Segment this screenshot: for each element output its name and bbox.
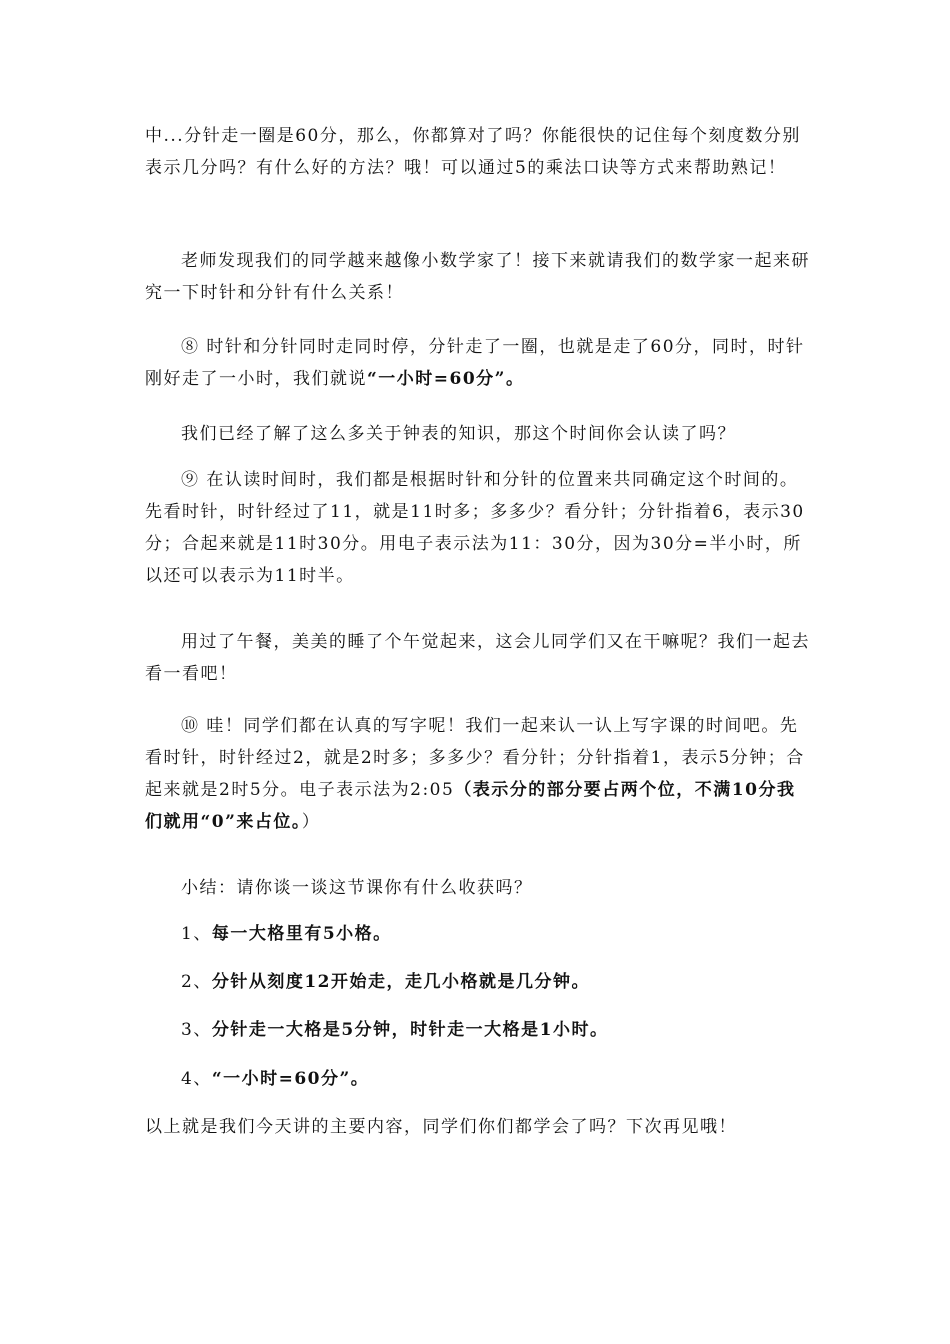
paragraph-text: 老师发现我们的同学越来越像小数学家了！接下来就请我们的数学家一起来研究一下时针和分针有什么关系！ bbox=[145, 251, 810, 303]
paragraph-text: ） bbox=[301, 812, 321, 832]
paragraph-teacher bbox=[145, 245, 810, 309]
paragraph-summary bbox=[145, 872, 810, 904]
paragraph-text: ⑨ 在认读时间时，我们都是根据时针和分针的位置来共同确定这个时间的。先看时针，时针经过了11，就是11时多；多多少？看分针；分针指着6，表示30分；合起来就是11时30分。用电子表示法为11：30分，因为30分=半小时，所以还可以表示为11时半。 bbox=[145, 470, 805, 586]
item-text: 分针走一大格是5分钟，时针走一大格是1小时。 bbox=[211, 1020, 609, 1040]
paragraph-text: ⑩ 哇！同学们都在认真的写字呢！我们一起来认一认上写字课的时间吧。先看时针，时针经过2，就是2时多；多多少？看分针；分针指着1，表示5分钟；合起来就是2时5分。电子表示法为2:05 bbox=[145, 716, 805, 800]
paragraph-text: ⑧ 时针和分针同时走同时停，分针走了一圈，也就是走了60分，同时，时针刚好走了一小时，我们就说 bbox=[145, 337, 805, 389]
paragraph-lunch bbox=[145, 626, 810, 690]
bold-conclusion: “一小时=60分”。 bbox=[367, 369, 525, 389]
item-number: 1、 bbox=[181, 924, 212, 944]
paragraph-question bbox=[145, 418, 810, 450]
paragraph-text: 以上就是我们今天讲的主要内容，同学们你们都学会了吗？下次再见哦！ bbox=[145, 1117, 737, 1137]
summary-item bbox=[181, 966, 590, 998]
item-number: 2、 bbox=[181, 972, 212, 992]
paragraph-intro bbox=[145, 120, 810, 184]
item-text: 分针从刻度12开始走，走几小格就是几分钟。 bbox=[211, 972, 590, 992]
item-text: 每一大格里有5小格。 bbox=[211, 924, 392, 944]
item-text: “一小时=60分”。 bbox=[211, 1069, 370, 1089]
item-number: 4、 bbox=[181, 1069, 212, 1089]
summary-item bbox=[181, 918, 392, 950]
paragraph-text: 中...分针走一圈是60分，那么，你都算对了吗？你能很快的记住每个刻度数分别表示几分吗？有什么好的方法？哦！可以通过5的乘法口诀等方式来帮助熟记！ bbox=[145, 126, 801, 178]
paragraph-step-9 bbox=[145, 464, 810, 592]
paragraph-closing bbox=[145, 1111, 810, 1143]
summary-heading: 小结：请你谈一谈这节课你有什么收获吗？ bbox=[181, 878, 533, 898]
summary-item bbox=[181, 1014, 609, 1046]
bold-note: （表示分的部分要占两个位，不满10分我们就用“0”来占位。 bbox=[145, 780, 796, 832]
item-number: 3、 bbox=[181, 1020, 212, 1040]
paragraph-step-8 bbox=[145, 331, 810, 395]
summary-item bbox=[181, 1063, 369, 1095]
paragraph-step-10 bbox=[145, 710, 810, 838]
paragraph-text: 用过了午餐，美美的睡了个午觉起来，这会儿同学们又在干嘛呢？我们一起去看一看吧！ bbox=[145, 632, 810, 684]
paragraph-text: 我们已经了解了这么多关于钟表的知识，那这个时间你会认读了吗？ bbox=[181, 424, 736, 444]
